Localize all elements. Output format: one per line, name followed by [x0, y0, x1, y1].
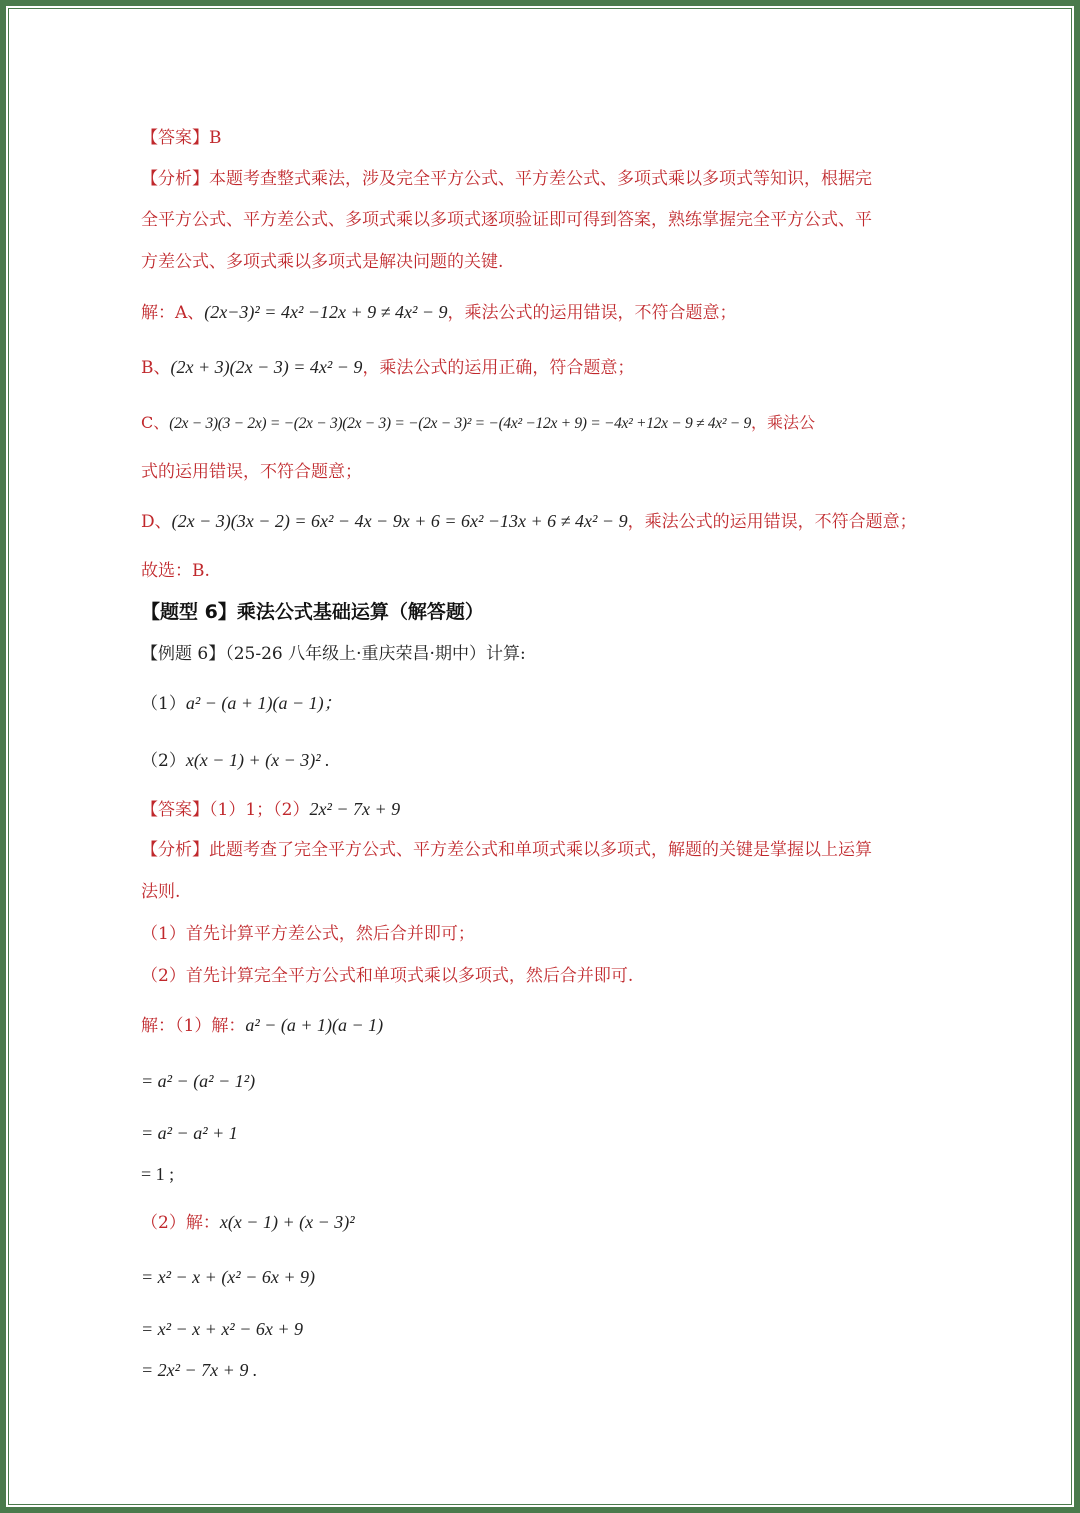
analysis-1-label: 【分析】 — [141, 169, 209, 189]
part-1-step-1: = a² − (a² − 1²) — [141, 1071, 256, 1091]
solution-1-option-b — [141, 355, 634, 380]
solution-2-part-1 — [141, 1013, 383, 1038]
option-a-note: ，乘法公式的运用错误，不符合题意； — [447, 303, 737, 323]
answer-2-label: 【答案】 — [141, 800, 209, 820]
option-c-prefix: C、 — [141, 413, 170, 432]
solution-1-option-c-cont: 式的运用错误，不符合题意； — [141, 462, 362, 482]
part-2-step-2: = x² − x + x² − 6x + 9 — [141, 1319, 303, 1339]
analysis-2-label: 【分析】 — [141, 840, 209, 860]
analysis-2-line-1 — [141, 838, 872, 862]
answer-2-math: 2x² − 7x + 9 — [309, 799, 401, 819]
solution-1-option-c — [141, 411, 815, 436]
answer-1-value: B — [209, 128, 222, 148]
answer-2-prefix: （1）1；（2） — [209, 800, 310, 820]
option-c-math: (2x − 3)(3 − 2x) = −(2x − 3)(2x − 3) = −(2x − 3)² = −(4x² −12x + 9) = −4x² +12x − 9 ≠ 4x² − 9 — [169, 415, 751, 432]
option-a-math: (2x−3)² = 4x² −12x + 9 ≠ 4x² − 9 — [204, 302, 448, 322]
part-2-step-3: = 2x² − 7x + 9 . — [141, 1360, 258, 1380]
solution-1-option-d — [141, 509, 917, 534]
part-2-math: x(x − 1) + (x − 3)² — [219, 1212, 355, 1232]
answer-1-label: 【答案】 — [141, 128, 209, 148]
example-source: （25-26 八年级上·重庆荣昌·期中）计算: — [225, 644, 526, 664]
example-question-1 — [141, 691, 342, 716]
example-label: 【例题 6】 — [141, 644, 226, 664]
question-2-math: x(x − 1) + (x − 3)² . — [185, 750, 330, 770]
option-d-note: ，乘法公式的运用错误，不符合题意； — [627, 512, 917, 532]
section-title: 【题型 6】乘法公式基础运算（解答题） — [141, 601, 484, 623]
analysis-2-step-1: （1）首先计算平方差公式，然后合并即可； — [141, 924, 475, 944]
option-b-math: (2x + 3)(2x − 3) = 4x² − 9 — [170, 357, 363, 377]
question-2-number: （2） — [141, 751, 186, 771]
answer-1 — [141, 126, 222, 150]
solution-2-part-2 — [141, 1210, 355, 1235]
part-1-step-2: = a² − a² + 1 — [141, 1123, 238, 1143]
part-1-step-3: = 1 ; — [141, 1164, 175, 1184]
part-2-prefix: （2）解： — [141, 1213, 220, 1233]
example-heading — [141, 642, 526, 666]
analysis-1-line-3: 方差公式、多项式乘以多项式是解决问题的关键. — [141, 252, 504, 272]
example-question-2 — [141, 748, 330, 773]
solution-1-conclusion: 故选：B. — [141, 561, 210, 581]
analysis-1-text-1: 本题考查整式乘法，涉及完全平方公式、平方差公式、多项式乘以多项式等知识，根据完 — [209, 169, 872, 189]
solution-1-option-a — [141, 300, 737, 325]
option-b-prefix: B、 — [141, 358, 171, 378]
option-a-prefix: 解：A、 — [141, 303, 205, 323]
option-c-note: ，乘法公 — [750, 413, 815, 432]
option-d-math: (2x − 3)(3x − 2) = 6x² − 4x − 9x + 6 = 6x² −13x + 6 ≠ 4x² − 9 — [171, 511, 628, 531]
option-d-prefix: D、 — [141, 512, 172, 532]
analysis-1-line-1 — [141, 167, 872, 191]
analysis-1-line-2: 全平方公式、平方差公式、多项式乘以多项式逐项验证即可得到答案，熟练掌握完全平方公式、平 — [141, 210, 872, 230]
option-b-note: ，乘法公式的运用正确，符合题意； — [362, 358, 635, 378]
answer-2 — [141, 797, 400, 822]
analysis-2-step-2: （2）首先计算完全平方公式和单项式乘以多项式，然后合并即可. — [141, 966, 634, 986]
question-1-number: （1） — [141, 694, 186, 714]
part-1-prefix: 解：（1）解： — [141, 1016, 246, 1036]
question-1-math: a² − (a + 1)(a − 1)； — [185, 693, 342, 713]
part-1-math: a² − (a + 1)(a − 1) — [245, 1015, 384, 1035]
part-2-step-1: = x² − x + (x² − 6x + 9) — [141, 1267, 315, 1287]
analysis-2-line-2: 法则. — [141, 882, 181, 902]
analysis-2-text-1: 此题考查了完全平方公式、平方差公式和单项式乘以多项式，解题的关键是掌握以上运算 — [209, 840, 872, 860]
